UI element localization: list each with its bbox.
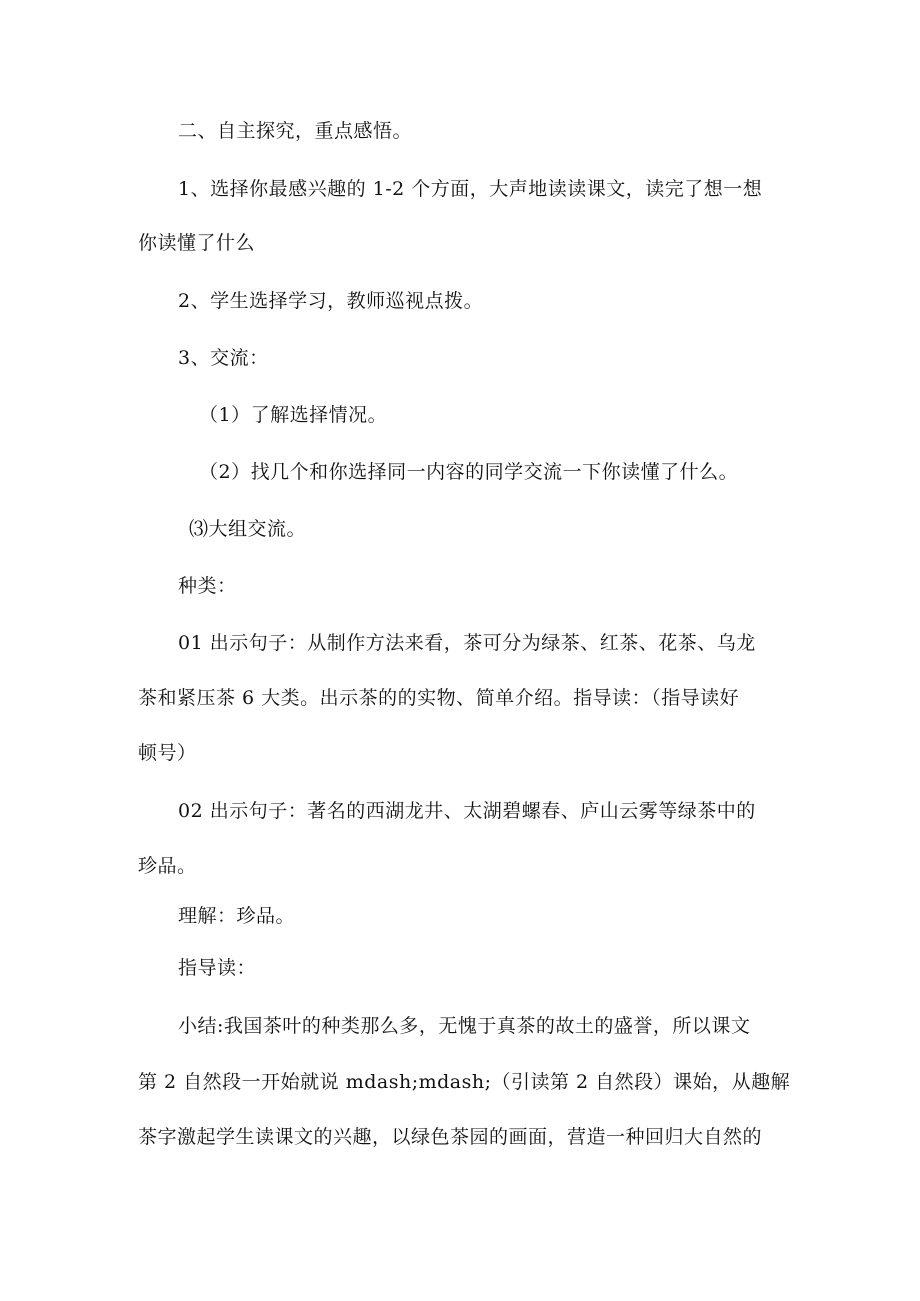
item-2: 2、学生选择学习，教师巡视点拨。 (178, 290, 484, 312)
sentence-01-line-2: 茶和紧压茶 6 大类。出示茶的的实物、简单介绍。指导读：（指导读好 (138, 687, 740, 709)
item-1-line-1: 1、选择你最感兴趣的 1-2 个方面，大声地读读课文，读完了想一想 (178, 178, 763, 200)
sub-item-1: （1）了解选择情况。 (199, 404, 388, 426)
summary-line-2: 第 2 自然段一开始就说 mdash;mdash;（引读第 2 自然段）课始，从趣解 (138, 1071, 791, 1093)
sentence-01-line-3: 顿号） (138, 742, 197, 764)
sub-item-3: ⑶大组交流。 (189, 518, 307, 540)
section-heading: 二、自主探究，重点感悟。 (178, 120, 413, 142)
item-3: 3、交流： (178, 347, 269, 369)
sentence-02-line-2: 珍品。 (138, 855, 197, 877)
summary-line-3: 茶字激起学生读课文的兴趣，以绿色茶园的画面，营造一种回归大自然的 (138, 1126, 763, 1148)
summary-line-1: 小结:我国茶叶的种类那么多，无愧于真茶的故土的盛誉，所以课文 (178, 1015, 751, 1037)
understand-line: 理解：珍品。 (178, 905, 296, 927)
sub-item-2: （2）找几个和你选择同一内容的同学交流一下你读懂了什么。 (199, 461, 739, 483)
kinds-label: 种类： (178, 575, 237, 597)
sentence-01-line-1: 01 出示句子：从制作方法来看，茶可分为绿茶、红茶、花茶、乌龙 (178, 632, 756, 654)
sentence-02-line-1: 02 出示句子：著名的西湖龙井、太湖碧螺春、庐山云雾等绿茶中的 (178, 800, 756, 822)
item-1-line-2: 你读懂了什么 (138, 232, 256, 254)
guide-read-line: 指导读： (178, 957, 257, 979)
